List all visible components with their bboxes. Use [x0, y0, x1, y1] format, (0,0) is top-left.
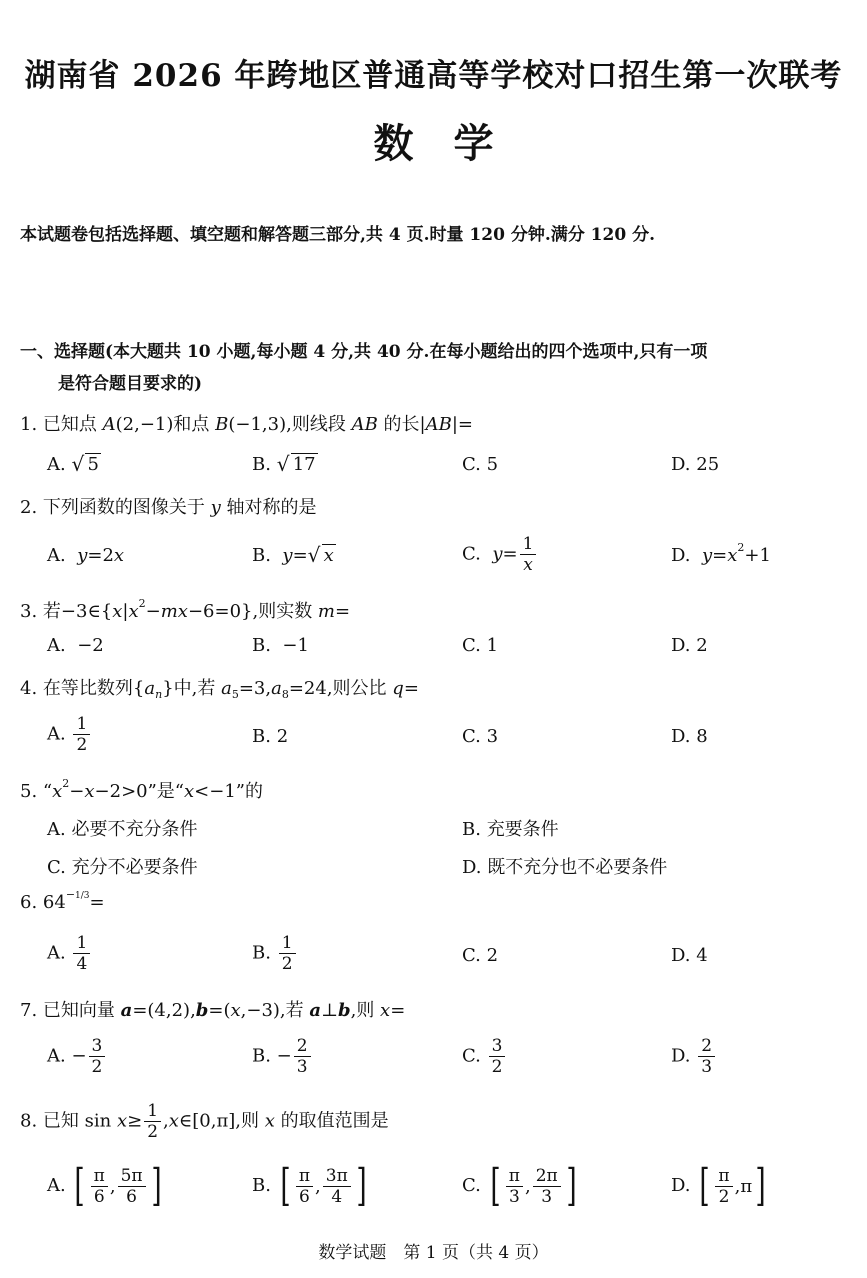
q3-option-b[interactable]: B. −1 [252, 635, 309, 656]
section-heading-cont: 是符合题目要求的) [58, 374, 203, 394]
q5-option-b[interactable]: B. 充要条件 [462, 819, 559, 840]
subject-title: 数学 [373, 120, 534, 167]
q5-option-c[interactable]: C. 充分不必要条件 [47, 857, 198, 878]
q2-option-d[interactable]: D. $y=x^2+1$ [671, 541, 771, 566]
question-4: 4. 在等比数列$\{a_n\}$中,若 $a_5=3,a_8=24$,则公比 q= [20, 678, 419, 701]
question-6: 6. $64^{-1/3}=$ [20, 888, 105, 913]
q4-option-d[interactable]: D. 8 [671, 726, 708, 747]
q7-option-b[interactable]: B. − $\frac{2}{3}$ [252, 1036, 313, 1077]
q3-option-d[interactable]: D. 2 [671, 635, 708, 656]
q7-option-d[interactable]: D. $\frac{2}{3}$ [671, 1036, 717, 1077]
q2-option-a[interactable]: A. y=2x [47, 545, 125, 566]
q1-option-a[interactable]: A. √ 5 [47, 454, 101, 475]
q1-option-b[interactable]: B. √ 17 [252, 454, 318, 475]
q8-option-c[interactable]: C. [ $\frac{\pi}{3}$ , $\frac{2\pi}{3}$ ] [462, 1160, 577, 1211]
q6-option-c[interactable]: C. 2 [462, 945, 499, 966]
q8-option-d[interactable]: D. [ $\frac{\pi}{2}$ ,π ] [671, 1160, 766, 1211]
q7-option-a[interactable]: A. − $\frac{3}{2}$ [47, 1036, 107, 1077]
q4-option-a[interactable]: A. $\frac{1}{2}$ [47, 714, 92, 755]
question-1: 1. 已知点 A(2,−1)和点 B(−1,3),则线段 AB 的长|AB|= [20, 414, 473, 435]
exam-title: 湖南省 2026 年跨地区普通高等学校对口招生第一次联考 [24, 58, 843, 94]
question-8: 8. 已知 sin x≥ $\frac{1}{2}$ ,x∈[0,π],则 x 的取值范围是 [20, 1101, 389, 1142]
page-footer: 数学试题 第 1 页（共 4 页） [318, 1243, 549, 1263]
question-7: 7. 已知向量 a=(4,2),b=(x,−3),若 a⊥b,则 x= [20, 1000, 406, 1021]
q5-option-a[interactable]: A. 必要不充分条件 [47, 819, 198, 840]
q1-option-d[interactable]: D. 25 [671, 454, 720, 475]
question-3: 3. 若$-3\in\{x|x^2-mx-6=0\}$,则实数 m= [20, 597, 351, 622]
q7-option-c[interactable]: C. $\frac{3}{2}$ [462, 1036, 507, 1077]
question-5: 5. “$x^2-x-2>0$”是“x<−1”的 [20, 777, 263, 802]
q3-option-c[interactable]: C. 1 [462, 635, 499, 656]
q4-option-c[interactable]: C. 3 [462, 726, 499, 747]
q6-option-b[interactable]: B. $\frac{1}{2}$ [252, 933, 298, 974]
q2-option-b[interactable]: B. y=√ x [252, 545, 336, 566]
section-heading: 一、选择题(本大题共 10 小题,每小题 4 分,共 40 分.在每小题给出的四个选项中,只有一项 [20, 342, 708, 362]
q1-option-c[interactable]: C. 5 [462, 454, 499, 475]
q6-option-d[interactable]: D. 4 [671, 945, 708, 966]
q2-option-c[interactable]: C. y= $\frac{1}{x}$ [462, 534, 538, 575]
q3-option-a[interactable]: A. −2 [47, 635, 104, 656]
q5-option-d[interactable]: D. 既不充分也不必要条件 [462, 857, 668, 878]
q8-option-b[interactable]: B. [ $\frac{\pi}{6}$ , $\frac{3\pi}{4}$ ] [252, 1160, 367, 1211]
exam-instructions: 本试题卷包括选择题、填空题和解答题三部分,共 4 页.时量 120 分钟.满分 120 分. [20, 225, 655, 245]
q8-option-a[interactable]: A. [ $\frac{\pi}{6}$ , $\frac{5\pi}{6}$ ] [47, 1160, 162, 1211]
q4-option-b[interactable]: B. 2 [252, 726, 289, 747]
question-2: 2. 下列函数的图像关于 y 轴对称的是 [20, 497, 317, 518]
q6-option-a[interactable]: A. $\frac{1}{4}$ [47, 933, 92, 974]
